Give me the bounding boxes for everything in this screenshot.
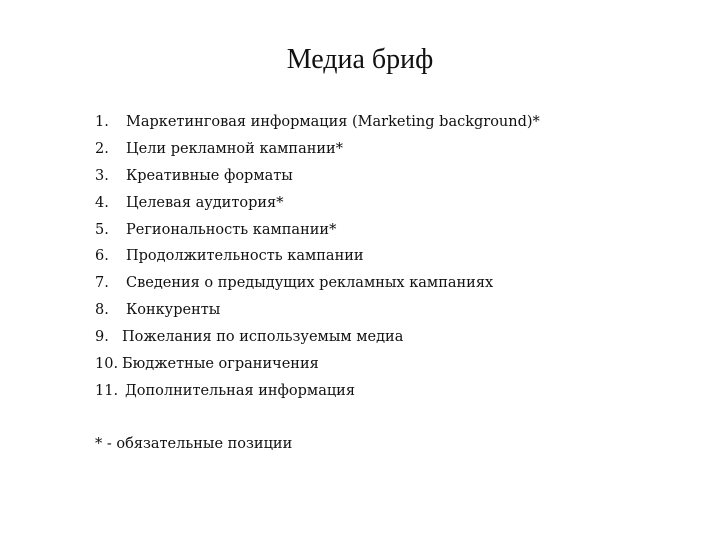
item-text: Сведения о предыдущих рекламных кампаниях: [126, 275, 494, 291]
list-item: [95, 139, 343, 159]
item-text: Маркетинговая информация (Marketing background)*: [126, 114, 540, 130]
item-text: Конкуренты: [126, 302, 221, 318]
list-item: [95, 112, 540, 132]
item-number: 6.: [95, 248, 109, 264]
list-item: [95, 300, 220, 320]
item-number: 8.: [95, 302, 109, 318]
item-number: 7.: [95, 275, 109, 291]
item-number: 10.: [95, 356, 119, 372]
item-text: Целевая аудитория*: [126, 195, 284, 211]
item-number: 11.: [95, 383, 119, 399]
item-text: Дополнительная информация: [125, 383, 355, 399]
footnote: * - обязательные позиции: [95, 436, 293, 452]
item-number: 2.: [95, 141, 109, 157]
list-item: [95, 166, 293, 186]
list-item: [95, 354, 319, 374]
item-text: Продолжительность кампании: [126, 248, 364, 264]
item-number: 3.: [95, 168, 109, 184]
slide-title: Медиа бриф: [286, 44, 434, 75]
item-number: 1.: [95, 114, 109, 130]
list-item: [95, 273, 493, 293]
list-item: [95, 246, 364, 266]
list-item: [95, 381, 355, 401]
list-item: [95, 220, 336, 240]
item-number: 4.: [95, 195, 109, 211]
item-text: Креативные форматы: [126, 168, 293, 184]
item-text: Региональность кампании*: [126, 222, 337, 238]
item-text: Пожелания по используемым медиа: [122, 329, 404, 345]
list-item: [95, 327, 403, 347]
list-item: [95, 193, 283, 213]
item-number: 5.: [95, 222, 109, 238]
item-number: 9.: [95, 329, 109, 345]
item-text: Бюджетные ограничения: [122, 356, 319, 372]
item-text: Цели рекламной кампании*: [126, 141, 343, 157]
